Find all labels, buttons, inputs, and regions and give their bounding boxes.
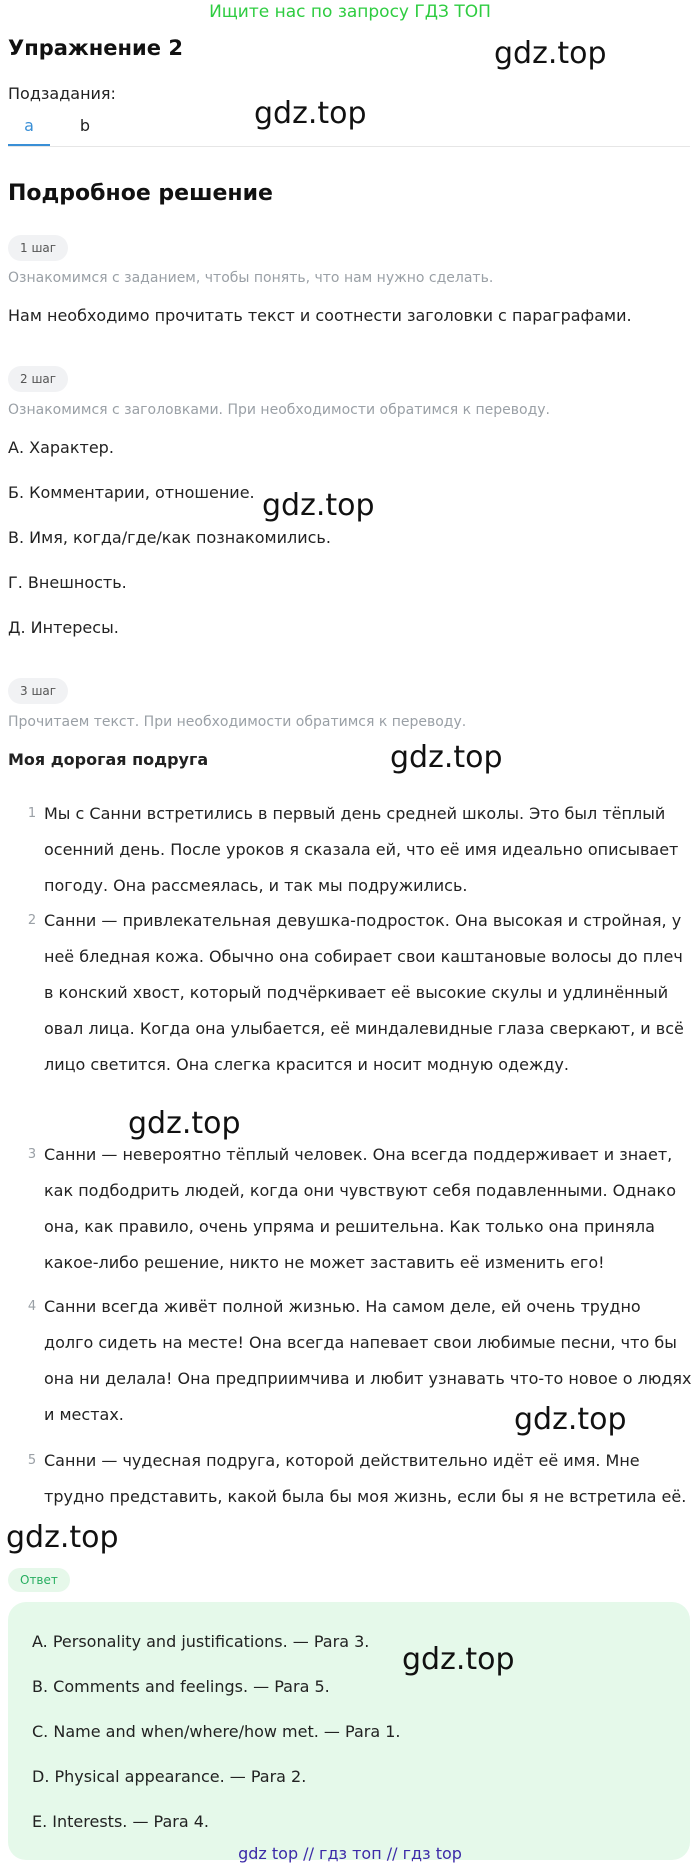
answer-item: C. Name and when/where/how met. — Para 1. (32, 1722, 401, 1741)
solution-title: Подробное решение (8, 181, 273, 206)
step1-text: Нам необходимо прочитать текст и соотнести заголовки с параграфами. (8, 306, 632, 325)
story-paragraph (8, 903, 692, 1083)
paragraph-number: 5 (27, 1453, 37, 1468)
tab-b[interactable]: b (79, 116, 91, 135)
heading-item: А. Характер. (8, 438, 114, 457)
paragraph-number: 4 (27, 1299, 37, 1314)
watermark: gdz.top (494, 36, 607, 71)
step-badge-3: 3 шаг (8, 678, 68, 704)
paragraph-number: 1 (27, 806, 37, 821)
paragraph-text: Санни всегда живёт полной жизнью. На самом деле, ей очень трудно долго сидеть на месте! Она всегда напевает свои любимые песни, что бы она ни делала! Она предприимчива и любит узнавать что-то новое о людях и местах. (44, 1297, 692, 1424)
story-title: Моя дорогая подруга (8, 750, 209, 769)
watermark: gdz.top (6, 1520, 119, 1555)
paragraph-text: Санни — чудесная подруга, которой действительно идёт её имя. Мне трудно представить, какой была бы моя жизнь, если бы я не встретила её. (44, 1451, 687, 1506)
heading-item: В. Имя, когда/где/как познакомились. (8, 528, 331, 547)
watermark: gdz.top (262, 488, 375, 523)
answer-item: B. Comments and feelings. — Para 5. (32, 1677, 330, 1696)
answer-item: A. Personality and justifications. — Para 3. (32, 1632, 370, 1651)
step-note-1: Ознакомимся с заданием, чтобы понять, что нам нужно сделать. (8, 270, 494, 286)
watermark: gdz.top (402, 1642, 515, 1677)
tab-a[interactable]: a (8, 113, 50, 146)
step-note-2: Ознакомимся с заголовками. При необходимости обратимся к переводу. (8, 402, 551, 418)
paragraph-number: 3 (27, 1147, 37, 1162)
paragraph-text: Санни — невероятно тёплый человек. Она всегда поддерживает и знает, как подбодрить людей, когда они чувствуют себя подавленными. Однако она, как правило, очень упряма и решительна. Как только она приняла какое-либо решение, никто не может заставить её изменить его! (44, 1145, 677, 1272)
paragraph-text: Мы с Санни встретились в первый день средней школы. Это был тёплый осенний день. После уроков я сказала ей, что её имя идеально описывает погоду. Она рассмеялась, и так мы подружились. (44, 804, 679, 895)
answer-item: D. Physical appearance. — Para 2. (32, 1767, 307, 1786)
heading-item: Г. Внешность. (8, 573, 127, 592)
subtasks-label: Подзадания: (8, 84, 116, 103)
watermark: gdz.top (390, 740, 503, 775)
story-paragraph (8, 1443, 692, 1515)
step-note-3: Прочитаем текст. При необходимости обратимся к переводу. (8, 714, 467, 730)
heading-item: Д. Интересы. (8, 618, 119, 637)
footer-links: gdz top // гдз топ // гдз top (238, 1844, 462, 1863)
search-banner: Ищите нас по запросу ГДЗ ТОП (209, 2, 491, 22)
heading-item: Б. Комментарии, отношение. (8, 483, 255, 502)
paragraph-text: Санни — привлекательная девушка-подросток. Она высокая и стройная, у неё бледная кожа. Обычно она собирает свои каштановые волосы до плеч в конский хвост, который подчёркивает её высокие скулы и удлинённый овал лица. Когда она улыбается, её миндалевидные глаза сверкают, и всё лицо светится. Она слегка красится и носит модную одежду. (44, 911, 684, 1074)
step-badge-2: 2 шаг (8, 366, 68, 392)
answer-box (8, 1602, 690, 1860)
story-paragraph (8, 1137, 692, 1281)
watermark: gdz.top (128, 1106, 241, 1141)
watermark: gdz.top (514, 1402, 627, 1437)
paragraph-number: 2 (27, 913, 37, 928)
exercise-title: Упражнение 2 (8, 36, 183, 60)
answer-item: E. Interests. — Para 4. (32, 1812, 209, 1831)
story-paragraph (8, 796, 692, 904)
step-badge-1: 1 шаг (8, 235, 68, 261)
answer-badge: Ответ (8, 1568, 70, 1592)
watermark: gdz.top (254, 96, 367, 131)
